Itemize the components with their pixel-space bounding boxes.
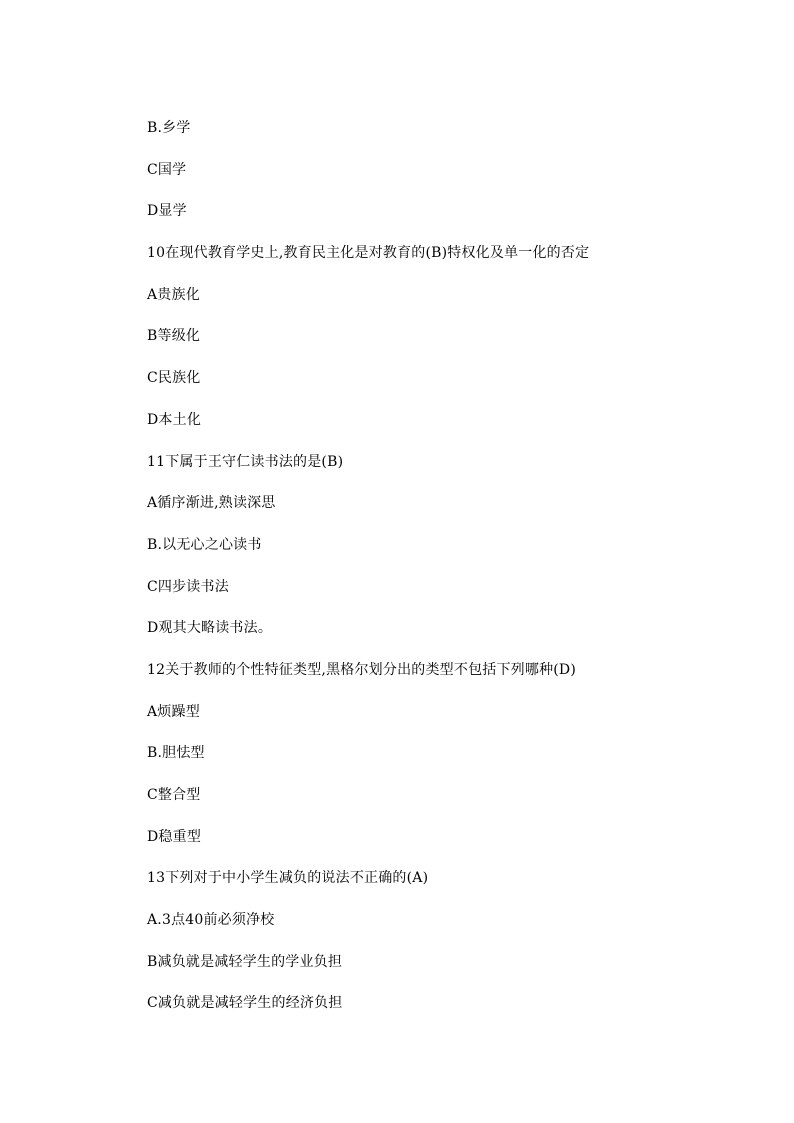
q13-option-c: C减负就是减轻学生的经济负担 (147, 995, 343, 1012)
question-11: 11下属于王守仁读书法的是(B) (147, 453, 344, 470)
q12-option-a: A烦躁型 (147, 703, 200, 720)
option-b-xiangxue: B.乡学 (147, 120, 191, 136)
question-10: 10在现代教育学史上,教育民主化是对教育的(B)特权化及单一化的否定 (147, 245, 590, 262)
q10-option-a: A贵族化 (147, 286, 200, 303)
q12-option-b: B.胆怯型 (147, 745, 205, 762)
document-page (147, 116, 747, 1033)
option-d-xianxue: D显学 (147, 203, 187, 220)
q12-option-d: D稳重型 (147, 828, 202, 845)
q10-option-b: B等级化 (147, 328, 201, 345)
q10-option-d: D本土化 (147, 411, 202, 428)
option-c-guoxue: C国学 (147, 161, 187, 178)
q13-option-b: B减负就是减轻学生的学业负担 (147, 953, 343, 970)
q12-option-c: C整合型 (147, 787, 201, 803)
question-13: 13下列对于中小学生减负的说法不正确的(A) (147, 870, 429, 887)
q13-option-a: A.3点40前必须净校 (147, 912, 275, 929)
q11-option-a: A循序渐进,熟读深思 (147, 495, 276, 512)
q10-option-c: C民族化 (147, 370, 201, 387)
q11-option-d: D观其大略读书法。 (147, 620, 273, 637)
q11-option-c: C四步读书法 (147, 578, 229, 595)
question-12: 12关于教师的个性特征类型,黑格尔划分出的类型不包括下列哪种(D) (147, 661, 577, 678)
q11-option-b: B.以无心之心读书 (147, 536, 262, 553)
